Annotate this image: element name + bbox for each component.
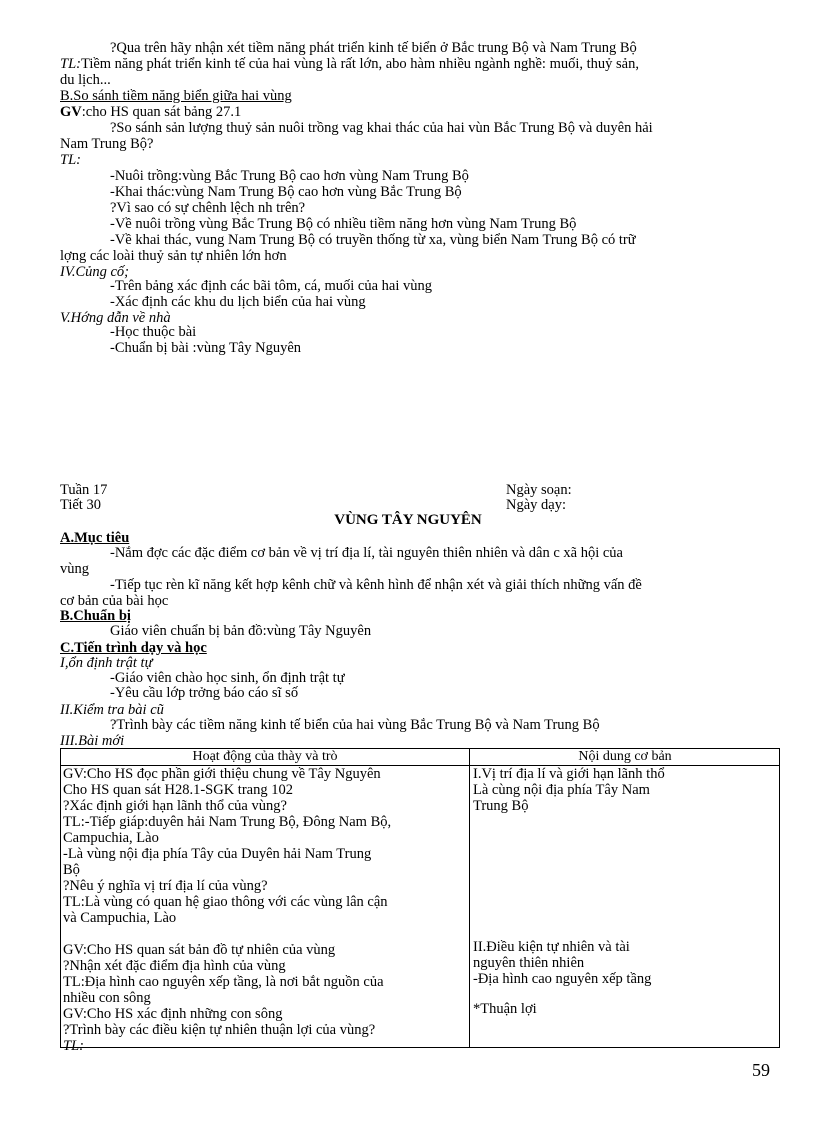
list-item: -Xác định các khu du lịch biển của hai vùng <box>110 294 366 310</box>
table-line: Trung Bộ <box>473 798 529 814</box>
week-label: Tuần 17 <box>60 482 108 498</box>
table-line: -Địa hình cao nguyên xếp tầng <box>473 971 652 987</box>
list-item: -Giáo viên chào học sinh, ổn định trật tự <box>110 670 345 686</box>
date-taught-label: Ngày dạy: <box>506 497 566 513</box>
table-line: Cho HS quan sát H28.1-SGK trang 102 <box>63 782 293 798</box>
table-line: II.Điều kiện tự nhiên và tài <box>473 939 630 955</box>
column-header: Hoạt động của thày và trò <box>192 749 338 764</box>
paragraph: -Nắm đợc các đặc điểm cơ bản về vị trí địa lí, tài nguyên thiên nhiên và dân c xã hội của <box>110 545 623 561</box>
section-heading: B.So sánh tiềm năng biển giữa hai vùng <box>60 88 292 104</box>
page-title: VÙNG TÂY NGUYÊN <box>334 512 482 528</box>
table-line: Là cùng nội địa phía Tây Nam <box>473 782 650 798</box>
table-line: TL:Là vùng có quan hệ giao thông với các vùng lân cận <box>63 894 388 910</box>
section-heading: IV.Củng cố; <box>60 264 130 280</box>
section-heading: C.Tiến trình dạy và học <box>60 640 207 656</box>
paragraph: -Tiếp tục rèn kĩ năng kết hợp kênh chữ và kênh hình để nhận xét và giải thích những vấn đề <box>110 577 642 593</box>
list-item: -Về khai thác, vung Nam Trung Bộ có truyền thống từ xa, vùng biển Nam Trung Bộ có trữ <box>110 232 636 248</box>
table-blank-line <box>63 926 467 942</box>
content-column-part2 <box>473 939 777 1017</box>
paragraph: Giáo viên chuẩn bị bản đồ:vùng Tây Nguyên <box>110 623 372 639</box>
paragraph-continuation: vùng <box>60 561 89 577</box>
section-heading: A.Mục tiêu <box>60 530 130 546</box>
list-item-continuation: lợng các loài thuỷ sản tự nhiên lớn hơn <box>60 248 287 264</box>
table-line: GV:Cho HS đọc phần giới thiệu chung về Tây Nguyên <box>63 766 381 782</box>
subsection-heading: I,ổn định trật tự <box>60 655 153 671</box>
lesson-table <box>60 748 780 1054</box>
table-line: GV:Cho HS xác định những con sông <box>63 1006 283 1022</box>
teacher-line: GV:cho HS quan sát bảng 27.1 <box>60 104 242 120</box>
list-item: -Chuẩn bị bài :vùng Tây Nguyên <box>110 340 302 356</box>
list-item: ?Vì sao có sự chênh lệch nh trên? <box>110 200 306 216</box>
list-item: -Học thuộc bài <box>110 324 197 340</box>
subsection-heading: III.Bài mới <box>60 733 125 749</box>
list-item: -Nuôi trồng:vùng Bắc Trung Bộ cao hơn vùng Nam Trung Bộ <box>110 168 469 184</box>
table-line: TL: <box>63 1038 84 1054</box>
table-line: ?Xác định giới hạn lãnh thổ của vùng? <box>63 798 287 814</box>
table-line: TL:-Tiếp giáp:duyên hải Nam Trung Bộ, Đông Nam Bộ, <box>63 814 392 830</box>
column-header: Nội dung cơ bản <box>578 749 672 764</box>
paragraph-continuation: cơ bản của bài học <box>60 593 169 609</box>
table-line: -Là vùng nội địa phía Tây của Duyên hải Nam Trung <box>63 846 372 862</box>
table-line: nhiều con sông <box>63 990 151 1006</box>
table-line: I.Vị trí địa lí và giới hạn lãnh thổ <box>473 766 665 782</box>
paragraph: ?Trình bày các tiềm năng kinh tế biển của hai vùng Bắc Trung Bộ và Nam Trung Bộ <box>110 717 600 733</box>
question-text: ?So sánh sản lượng thuỷ sản nuôi trồng vag khai thác của hai vùn Bắc Trung Bộ và duyên hải <box>110 120 653 136</box>
table-line: nguyên thiên nhiên <box>473 955 585 971</box>
list-item: -Về nuôi trồng vùng Bắc Trung Bộ có nhiều tiềm năng hơn vùng Nam Trung Bộ <box>110 216 577 232</box>
list-item: -Trên bảng xác định các bãi tôm, cá, muối của hai vùng <box>110 278 432 294</box>
section-heading: B.Chuẩn bị <box>60 608 131 624</box>
page-number: 59 <box>752 1060 770 1080</box>
question-continuation: Nam Trung Bộ? <box>60 136 154 152</box>
table-line: và Campuchia, Lào <box>63 910 177 926</box>
subsection-heading: II.Kiểm tra bài cũ <box>60 702 164 718</box>
table-line: ?Nhận xét đặc điểm địa hình của vùng <box>63 958 286 974</box>
table-line: Campuchia, Lào <box>63 830 159 846</box>
question-text: ?Qua trên hãy nhận xét tiềm năng phát triển kinh tế biển ở Bắc trung Bộ và Nam Trung Bộ <box>110 40 637 56</box>
content-column-part1 <box>473 766 777 814</box>
table-line: *Thuận lợi <box>473 1001 537 1017</box>
answer-label: TL: <box>60 152 81 168</box>
column-divider <box>469 749 470 1047</box>
activity-column <box>63 766 467 1054</box>
answer-line: TL:Tiềm năng phát triển kinh tế của hai vùng là rất lớn, abo hàm nhiều ngành nghề: muối, thuỷ sản, <box>60 56 639 72</box>
answer-continuation: du lịch... <box>60 72 111 88</box>
list-item: -Yêu cầu lớp trởng báo cáo sĩ số <box>110 685 299 701</box>
list-item: -Khai thác:vùng Nam Trung Bộ cao hơn vùng Bắc Trung Bộ <box>110 184 462 200</box>
table-line: TL:Địa hình cao nguyên xếp tầng, là nơi bắt nguồn của <box>63 974 384 990</box>
table-line: GV:Cho HS quan sát bản đồ tự nhiên của vùng <box>63 942 336 958</box>
lesson-label: Tiết 30 <box>60 497 101 513</box>
date-prepared-label: Ngày soạn: <box>506 482 572 498</box>
table-line: ?Nêu ý nghĩa vị trí địa lí của vùng? <box>63 878 268 894</box>
section-heading: V.Hớng dẫn về nhà <box>60 310 171 326</box>
table-blank-line <box>473 987 777 1001</box>
table-line: Bộ <box>63 862 80 878</box>
table-line: ?Trình bày các điều kiện tự nhiên thuận lợi của vùng? <box>63 1022 376 1038</box>
